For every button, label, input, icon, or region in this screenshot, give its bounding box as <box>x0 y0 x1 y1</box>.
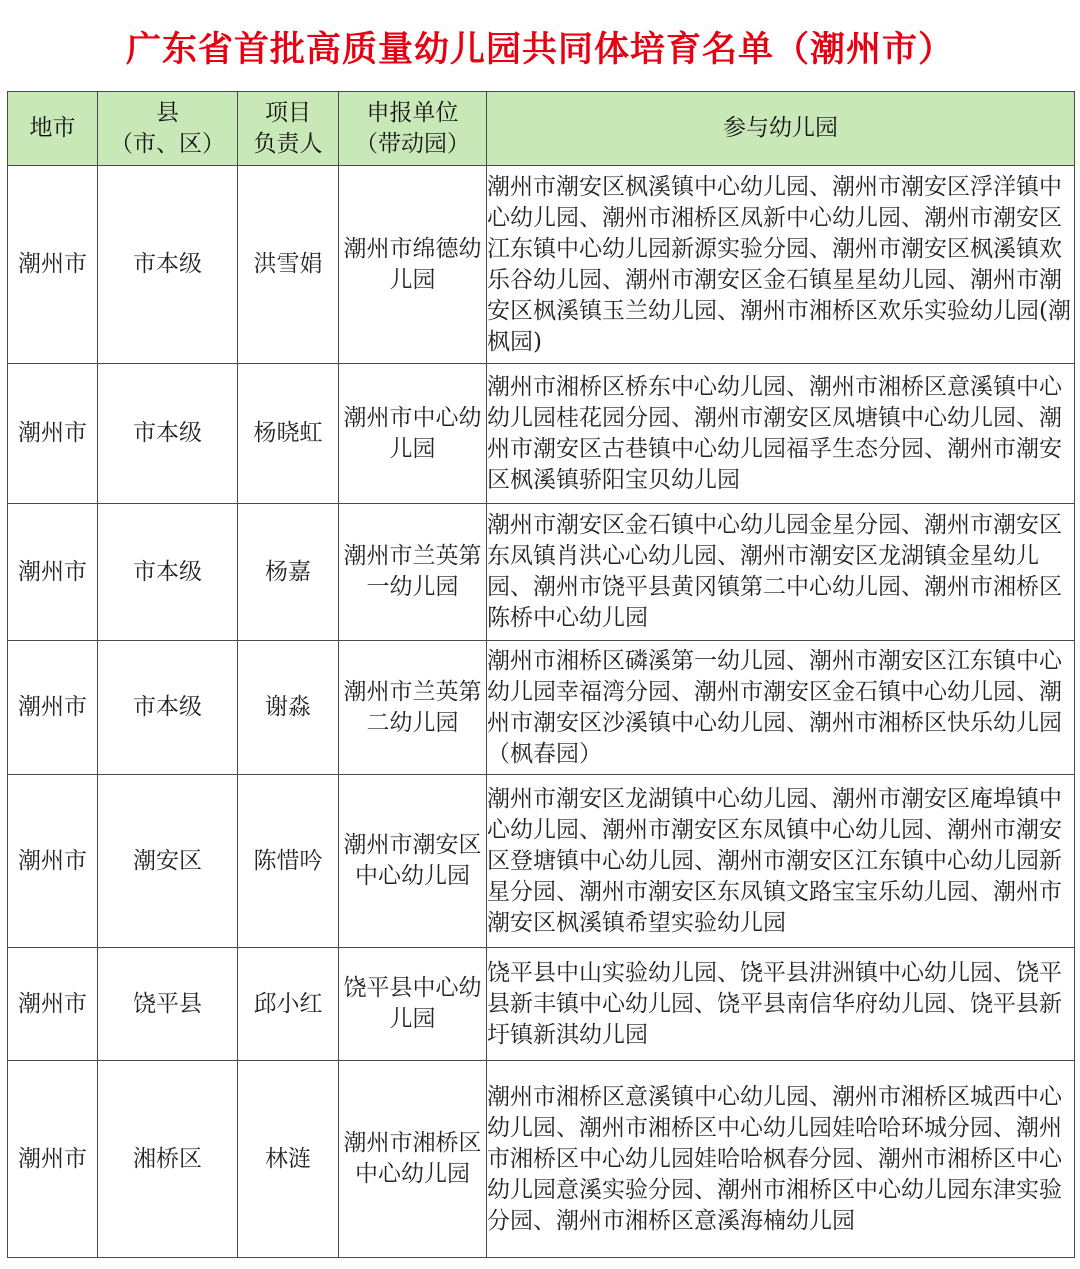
header-unit: 申报单位 （带动园） <box>339 92 487 166</box>
cell-unit: 潮州市兰英第二幼儿园 <box>339 641 487 775</box>
cell-unit: 潮州市中心幼儿园 <box>339 364 487 504</box>
cell-leader: 洪雪娟 <box>238 166 339 364</box>
cell-participants: 潮州市湘桥区意溪镇中心幼儿园、潮州市湘桥区城西中心幼儿园、潮州市湘桥区中心幼儿园娃哈哈环城分园、潮州市湘桥区中心幼儿园娃哈哈枫春分园、潮州市湘桥区中心幼儿园意溪实验分园、潮州市湘桥区中心幼儿园东津实验分园、潮州市湘桥区意溪海楠幼儿园 <box>487 1061 1075 1258</box>
table-row <box>8 948 1075 1061</box>
header-county: 县 （市、区） <box>98 92 238 166</box>
cell-unit: 潮州市兰英第一幼儿园 <box>339 504 487 641</box>
cell-city: 潮州市 <box>8 364 98 504</box>
cell-county: 潮安区 <box>98 775 238 948</box>
cell-county: 市本级 <box>98 641 238 775</box>
table-row <box>8 775 1075 948</box>
cell-county: 市本级 <box>98 504 238 641</box>
table-row <box>8 1061 1075 1258</box>
cell-unit: 潮州市潮安区中心幼儿园 <box>339 775 487 948</box>
cell-city: 潮州市 <box>8 948 98 1061</box>
cell-leader: 杨晓虹 <box>238 364 339 504</box>
header-city: 地市 <box>8 92 98 166</box>
table-row <box>8 364 1075 504</box>
cell-unit: 潮州市湘桥区中心幼儿园 <box>339 1061 487 1258</box>
table-row <box>8 641 1075 775</box>
cell-participants: 潮州市潮安区龙湖镇中心幼儿园、潮州市潮安区庵埠镇中心幼儿园、潮州市潮安区东凤镇中心幼儿园、潮州市潮安区登塘镇中心幼儿园、潮州市潮安区江东镇中心幼儿园新星分园、潮州市潮安区东凤镇文路宝宝乐幼儿园、潮州市潮安区枫溪镇希望实验幼儿园 <box>487 775 1075 948</box>
cell-county: 市本级 <box>98 364 238 504</box>
cell-leader: 邱小红 <box>238 948 339 1061</box>
cell-city: 潮州市 <box>8 641 98 775</box>
cell-participants: 潮州市湘桥区磷溪第一幼儿园、潮州市潮安区江东镇中心幼儿园幸福湾分园、潮州市潮安区金石镇中心幼儿园、潮州市潮安区沙溪镇中心幼儿园、潮州市湘桥区快乐幼儿园（枫春园） <box>487 641 1075 775</box>
cell-city: 潮州市 <box>8 166 98 364</box>
header-leader: 项目 负责人 <box>238 92 339 166</box>
header-participants: 参与幼儿园 <box>487 92 1075 166</box>
header-row <box>8 92 1075 166</box>
cell-leader: 陈惜吟 <box>238 775 339 948</box>
cell-county: 市本级 <box>98 166 238 364</box>
cell-leader: 林涟 <box>238 1061 339 1258</box>
cell-city: 潮州市 <box>8 1061 98 1258</box>
cell-leader: 杨嘉 <box>238 504 339 641</box>
cell-county: 湘桥区 <box>98 1061 238 1258</box>
cell-county: 饶平县 <box>98 948 238 1061</box>
cell-participants: 饶平县中山实验幼儿园、饶平县汫洲镇中心幼儿园、饶平县新丰镇中心幼儿园、饶平县南信华府幼儿园、饶平县新圩镇新淇幼儿园 <box>487 948 1075 1061</box>
cell-leader: 谢淼 <box>238 641 339 775</box>
page-title: 广东省首批高质量幼儿园共同体培育名单（潮州市） <box>125 29 954 70</box>
cell-city: 潮州市 <box>8 775 98 948</box>
cell-unit: 潮州市绵德幼儿园 <box>339 166 487 364</box>
cell-city: 潮州市 <box>8 504 98 641</box>
cell-participants: 潮州市湘桥区桥东中心幼儿园、潮州市湘桥区意溪镇中心幼儿园桂花园分园、潮州市潮安区凤塘镇中心幼儿园、潮州市潮安区古巷镇中心幼儿园福孚生态分园、潮州市潮安区枫溪镇骄阳宝贝幼儿园 <box>487 364 1075 504</box>
cell-participants: 潮州市潮安区枫溪镇中心幼儿园、潮州市潮安区浮洋镇中心幼儿园、潮州市湘桥区凤新中心幼儿园、潮州市潮安区江东镇中心幼儿园新源实验分园、潮州市潮安区枫溪镇欢乐谷幼儿园、潮州市潮安区金石镇星星幼儿园、潮州市潮安区枫溪镇玉兰幼儿园、潮州市湘桥区欢乐实验幼儿园(潮枫园) <box>487 166 1075 364</box>
table-row <box>8 166 1075 364</box>
table-row <box>8 504 1075 641</box>
roster-table <box>7 91 1075 1258</box>
cell-participants: 潮州市潮安区金石镇中心幼儿园金星分园、潮州市潮安区东凤镇肖洪心心幼儿园、潮州市潮安区龙湖镇金星幼儿园、潮州市饶平县黄冈镇第二中心幼儿园、潮州市湘桥区陈桥中心幼儿园 <box>487 504 1075 641</box>
cell-unit: 饶平县中心幼儿园 <box>339 948 487 1061</box>
